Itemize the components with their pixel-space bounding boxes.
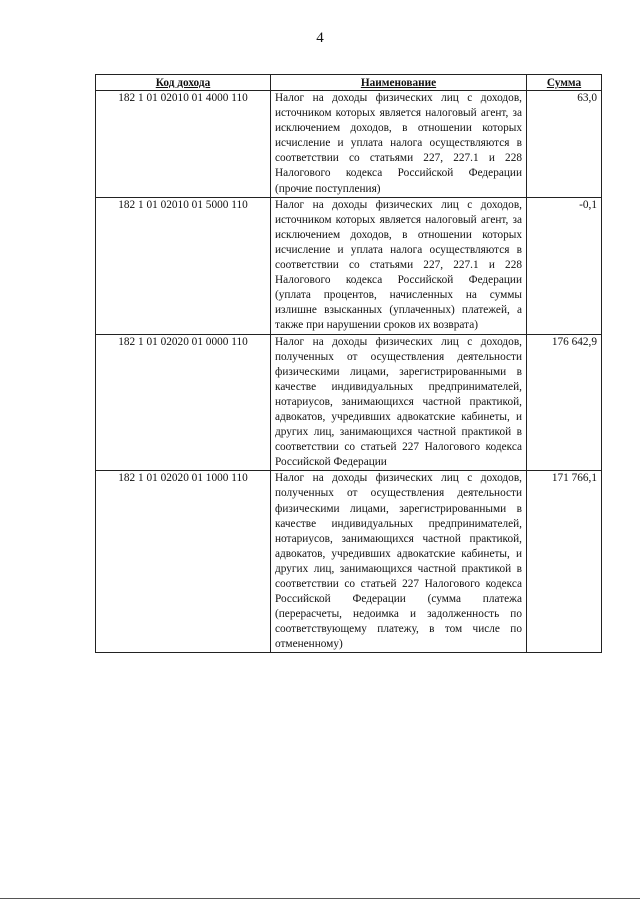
income-code-cell: 182 1 01 02010 01 4000 110 [96, 91, 271, 198]
income-sum-cell: 171 766,1 [527, 471, 602, 653]
table-header-row [96, 75, 602, 91]
income-sum-cell: -0,1 [527, 197, 602, 334]
income-name-cell: Налог на доходы физических лиц с доходов, полученных от осуществления деятельности физическими лицами, зарегистрированными в качестве индивидуальных предпринимателей, нотариусов, занимающихся частной практикой, адвокатов, учредивших адвокатские кабинеты, и других лиц, занимающихся частной практикой в соответствии со статьей 227 Налогового кодекса Российской Федерации [271, 334, 527, 471]
table-row [96, 471, 602, 653]
income-table [95, 74, 602, 653]
header-sum: Сумма [527, 75, 602, 91]
page-bottom-rule [0, 898, 640, 899]
income-code-cell: 182 1 01 02020 01 1000 110 [96, 471, 271, 653]
header-income-code: Код дохода [96, 75, 271, 91]
income-name-cell: Налог на доходы физических лиц с доходов, источником которых является налоговый агент, за исключением доходов, в отношении которых исчисление и уплата налога осуществляются в соответствии со статьями 227, 227.1 и 228 Налогового кодекса Российской Федерации (уплата процентов, начисленных на суммы излишне взысканных (уплаченных) платежей, а также при нарушении сроков их возврата) [271, 197, 527, 334]
income-name-cell: Налог на доходы физических лиц с доходов, полученных от осуществления деятельности физическими лицами, зарегистрированными в качестве индивидуальных предпринимателей, нотариусов, занимающихся частной практикой, адвокатов, учредивших адвокатские кабинеты, и других лиц, занимающихся частной практикой в соответствии со статьей 227 Налогового кодекса Российской Федерации (сумма платежа (перерасчеты, недоимка и задолженность по соответствующему платежу, в том числе по отмененному) [271, 471, 527, 653]
income-sum-cell: 176 642,9 [527, 334, 602, 471]
income-name-cell: Налог на доходы физических лиц с доходов, источником которых является налоговый агент, за исключением доходов, в отношении которых исчисление и уплата налога осуществляются в соответствии со статьями 227, 227.1 и 228 Налогового кодекса Российской Федерации (прочие поступления) [271, 91, 527, 198]
table-row [96, 197, 602, 334]
page-number: 4 [316, 30, 324, 46]
table-row [96, 334, 602, 471]
income-code-cell: 182 1 01 02010 01 5000 110 [96, 197, 271, 334]
table-row [96, 91, 602, 198]
income-code-cell: 182 1 01 02020 01 0000 110 [96, 334, 271, 471]
header-name: Наименование [271, 75, 527, 91]
income-sum-cell: 63,0 [527, 91, 602, 198]
